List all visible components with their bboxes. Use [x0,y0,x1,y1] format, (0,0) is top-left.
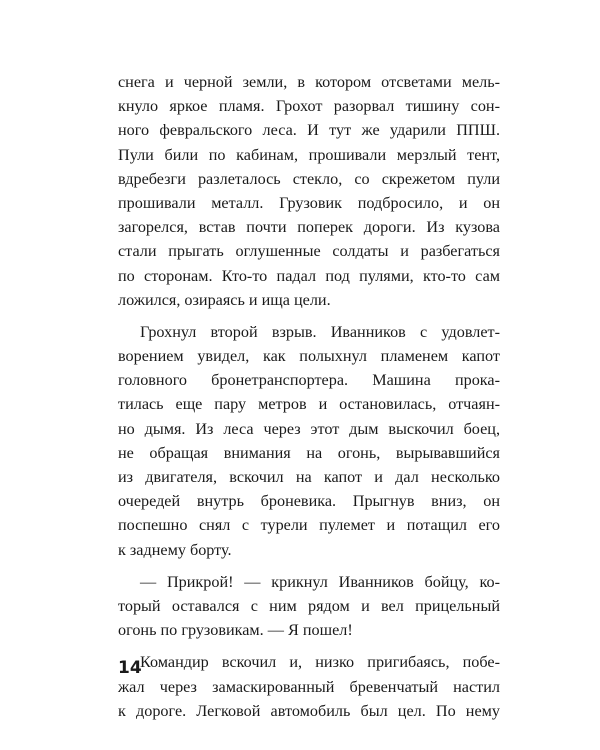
text-line: по сторонам. Кто-то падал под пулями, кто-то сам [118,266,500,285]
text-line: к дороге. Легковой автомобиль был цел. По нему [118,701,500,720]
text-line: ного февральского леса. И тут же ударили ППШ. [118,121,500,140]
text-line: стали прыгать оглушенные солдаты и разбегаться [118,242,500,261]
text-line: жал через замаскированный бревенчатый настил [118,677,500,696]
text-line: но дымя. Из леса через этот дым выскочил боец, [118,419,500,438]
text-line: — Прикрой! — крикнул Иванников бойцу, ко- [140,572,500,591]
text-line: Пули били по кабинам, прошивали мерзлый тент, [118,145,500,164]
text-line: ложился, озираясь и ища цели. [118,290,331,309]
text-line: прошивали металл. Грузовик подбросило, и он [118,193,500,212]
text-line: кнуло яркое пламя. Грохот разорвал тишину сон- [118,97,500,116]
text-line: поспешно снял с турели пулемет и потащил его [118,516,500,535]
text-line: ворением увидел, как полыхнул пламенем капот [118,347,500,366]
text-line: Командир вскочил и, низко пригибаясь, побе- [140,653,500,672]
page-number: 14 [118,658,142,678]
body-text [118,70,500,723]
text-line: снега и черной земли, в котором отсветами мель- [118,73,500,91]
text-line: огонь по грузовикам. — Я пошел! [118,621,353,640]
text-line: из двигателя, вскочил на капот и дал несколько [118,468,500,486]
text-line: Грохнул второй взрыв. Иванников с удовлет- [140,322,500,341]
text-line: очередей внутрь броневика. Прыгнув вниз, он [118,492,500,511]
text-line: загорелся, встав почти поперек дороги. Из кузова [118,218,500,237]
text-line: к заднему борту. [118,540,232,559]
text-line: не обращая внимания на огонь, вырывавшийся [118,443,500,462]
text-line: тилась еще пару метров и остановилась, отчаян- [118,395,500,414]
text-line: вдребезги разлеталось стекло, со скрежетом пули [118,169,500,188]
text-line: головного бронетранспортера. Машина прока- [118,371,500,390]
text-line: торый оставался с ним рядом и вел прицельный [118,596,500,615]
